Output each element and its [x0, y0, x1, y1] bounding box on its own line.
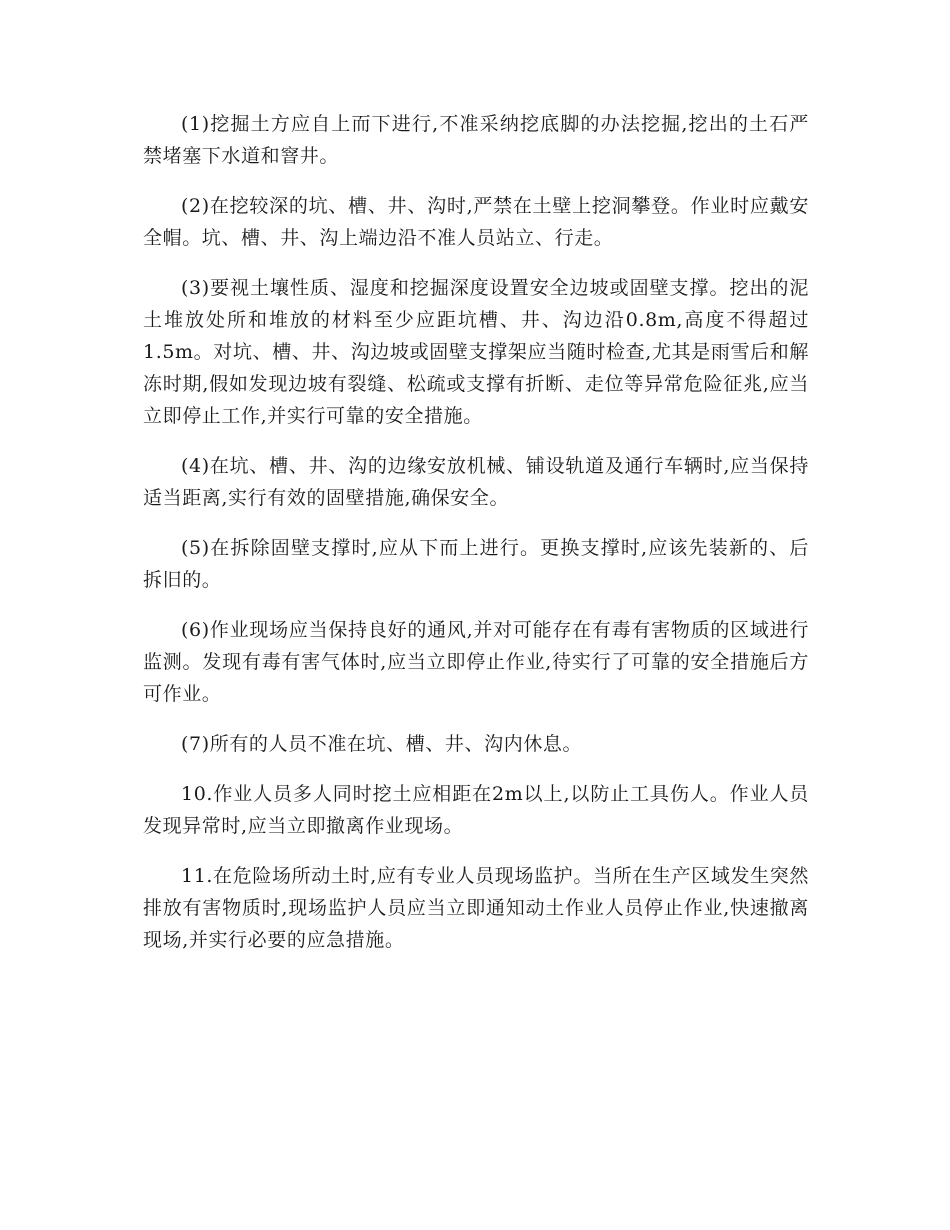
document-body [143, 108, 809, 974]
paragraph-6: (6)作业现场应当保持良好的通风,并对可能存在有毒有害物质的区域进行监测。发现有毒有害气体时,应当立即停止作业,待实行了可靠的安全措施后方可作业。 [143, 619, 809, 705]
paragraph-5: (5)在拆除固壁支撑时,应从下而上进行。更换支撑时,应该先装新的、后拆旧的。 [143, 537, 809, 591]
paragraph-10: 10.作业人员多人同时挖土应相距在2m以上,以防止工具伤人。作业人员发现异常时,应当立即撤离作业现场。 [143, 783, 809, 837]
paragraph-2: (2)在挖较深的坑、槽、井、沟时,严禁在土壁上挖洞攀登。作业时应戴安全帽。坑、槽、井、沟上端边沿不准人员站立、行走。 [143, 195, 809, 249]
paragraph-3: (3)要视土壤性质、湿度和挖掘深度设置安全边坡或固壁支撑。挖出的泥土堆放处所和堆放的材料至少应距坑槽、井、沟边沿0.8m,高度不得超过1.5m。对坑、槽、井、沟边坡或固壁支撑架应当随时检查,尤其是雨雪后和解冻时期,假如发现边坡有裂缝、松疏或支撑有折断、走位等异常危险征兆,应当立即停止工作,并实行可靠的安全措施。 [143, 277, 809, 427]
paragraph-7: (7)所有的人员不准在坑、槽、井、沟内休息。 [181, 733, 583, 755]
paragraph-4: (4)在坑、槽、井、沟的边缘安放机械、铺设轨道及通行车辆时,应当保持适当距离,实行有效的固壁措施,确保安全。 [143, 455, 809, 509]
paragraph-11: 11.在危险场所动土时,应有专业人员现场监护。当所在生产区域发生突然排放有害物质时,现场监护人员应当立即通知动土作业人员停止作业,快速撤离现场,并实行必要的应急措施。 [143, 865, 809, 951]
paragraph-1: (1)挖掘土方应自上而下进行,不准采纳挖底脚的办法挖掘,挖出的土石严禁堵塞下水道和窨井。 [143, 113, 809, 167]
